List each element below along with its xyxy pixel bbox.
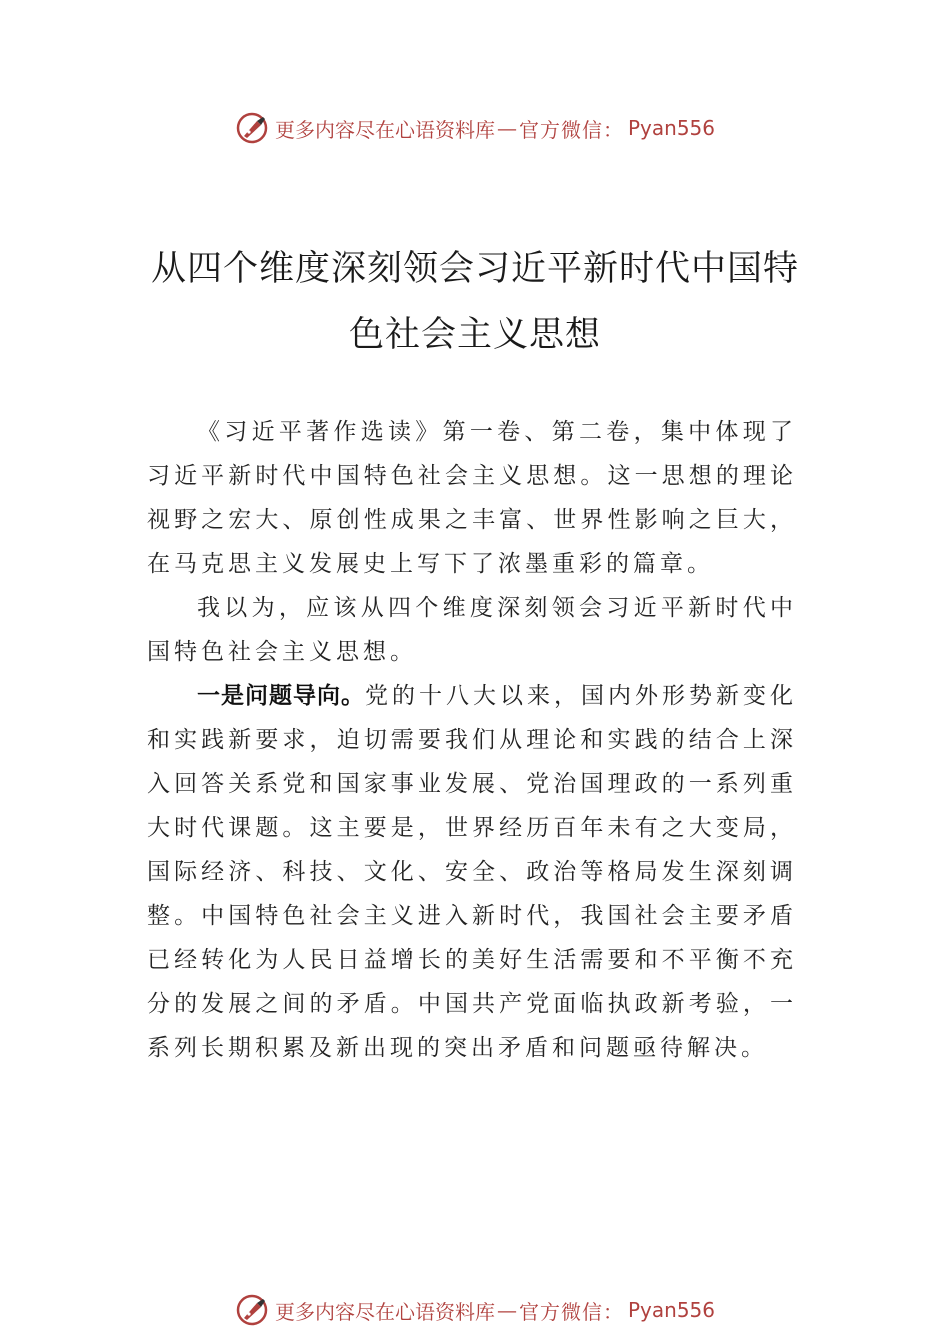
watermark-wechat-label: 官方微信： <box>518 117 624 142</box>
title-line-1: 从四个维度深刻领会习近平新时代中国特 <box>150 249 799 289</box>
pen-nib-logo-icon <box>235 111 269 145</box>
watermark-wechat-id: Pyan556 <box>627 116 715 140</box>
paragraph-opinion: 我以为，应该从四个维度深刻领会习近平新时代中国特色社会主义思想。 <box>147 595 797 665</box>
watermark-separator: — <box>496 1298 517 1322</box>
paragraph-lead-heading: 一是问题导向。 <box>197 683 365 709</box>
document-title <box>120 236 830 368</box>
title-line-2: 色社会主义思想 <box>348 315 601 355</box>
pen-nib-logo-icon <box>235 1293 269 1327</box>
paragraph-problem-text: 党的十八大以来，国内外形势新变化和实践新要求，迫切需要我们从理论和实践的结合上深入回答关系党和国家事业发展、党治国理政的一系列重大时代课题。这主要是，世界经历百年未有之大变局，国际经济、科技、文化、安全、政治等格局发生深刻调整。中国特色社会主义进入新时代，我国社会主要矛盾已经转化为人民日益增长的美好生活需要和不平衡不充分的发展之间的矛盾。中国共产党面临执政新考验，一系列长期积累及新出现的突出矛盾和问题亟待解决。 <box>147 683 797 1061</box>
footer-watermark <box>0 1290 950 1330</box>
header-watermark <box>0 108 950 148</box>
document-body <box>147 410 797 1070</box>
watermark-wechat-id: Pyan556 <box>627 1298 715 1322</box>
watermark-wechat-label: 官方微信： <box>518 1299 624 1324</box>
watermark-brand: 更多内容尽在心语资料库 <box>274 1299 495 1324</box>
paragraph-intro: 《习近平著作选读》第一卷、第二卷，集中体现了习近平新时代中国特色社会主义思想。这一思想的理论视野之宏大、原创性成果之丰富、世界性影响之巨大，在马克思主义发展史上写下了浓墨重彩的篇章。 <box>147 419 797 577</box>
paragraph-problem-orientation <box>147 674 797 1070</box>
watermark-separator: — <box>496 116 517 140</box>
watermark-brand: 更多内容尽在心语资料库 <box>274 117 495 142</box>
